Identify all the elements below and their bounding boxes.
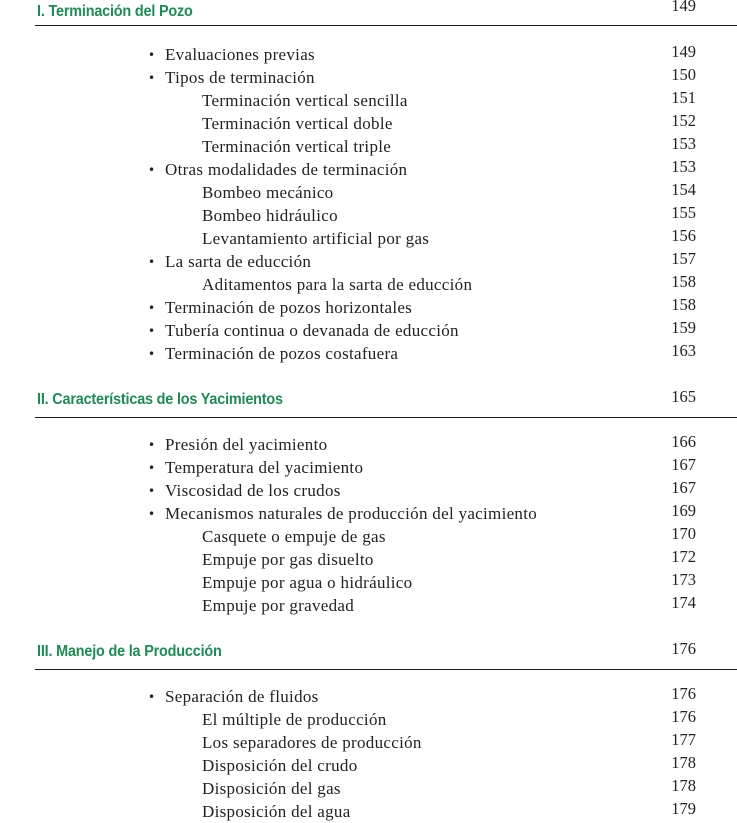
toc-entry: Otras modalidades de terminación <box>165 160 408 179</box>
entry-page-number: 154 <box>671 180 696 199</box>
toc-subentry: Terminación vertical triple <box>202 137 392 156</box>
section-title: II. Características de los Yacimientos <box>37 391 283 408</box>
toc-entry: Terminación de pozos costafuera <box>165 344 399 363</box>
entry-page-number: 153 <box>671 157 696 176</box>
toc-subentry: Empuje por gravedad <box>202 596 355 615</box>
entry-page-number: 178 <box>671 753 696 772</box>
entry-page-number: 176 <box>671 684 696 703</box>
entry-page-number: 155 <box>671 203 696 222</box>
entry-page-number: 156 <box>671 226 696 245</box>
bullet-icon: • <box>148 438 156 452</box>
entry-page-number: 166 <box>671 432 696 451</box>
entry-page-number: 174 <box>671 593 696 612</box>
toc-subentry: Casquete o empuje de gas <box>202 527 386 546</box>
section-divider <box>35 417 737 418</box>
bullet-icon: • <box>148 507 156 521</box>
entry-page-number: 170 <box>671 524 696 543</box>
section-title: I. Terminación del Pozo <box>37 3 193 20</box>
bullet-icon: • <box>148 163 156 177</box>
entry-page-number: 158 <box>671 295 696 314</box>
toc-subentry: Los separadores de producción <box>202 733 422 752</box>
bullet-icon: • <box>148 690 156 704</box>
toc-entry: Tipos de terminación <box>165 68 315 87</box>
bullet-icon: • <box>148 461 156 475</box>
toc-entry: Temperatura del yacimiento <box>165 458 364 477</box>
entry-page-number: 173 <box>671 570 696 589</box>
section-page-number: 149 <box>671 0 696 15</box>
toc-subentry: Bombeo hidráulico <box>202 206 338 225</box>
entry-page-number: 158 <box>671 272 696 291</box>
toc-entry: Tubería continua o devanada de educción <box>165 321 459 340</box>
toc-subentry: Levantamiento artificial por gas <box>202 229 430 248</box>
section-divider <box>35 669 737 670</box>
entry-page-number: 157 <box>671 249 696 268</box>
entry-page-number: 151 <box>671 88 696 107</box>
toc-subentry: Disposición del crudo <box>202 756 358 775</box>
toc-entry: Mecanismos naturales de producción del yacimiento <box>165 504 538 523</box>
section-divider <box>35 25 737 26</box>
toc-subentry: El múltiple de producción <box>202 710 387 729</box>
bullet-icon: • <box>148 301 156 315</box>
entry-page-number: 150 <box>671 65 696 84</box>
toc-subentry: Terminación vertical doble <box>202 114 393 133</box>
toc-subentry: Empuje por gas disuelto <box>202 550 374 569</box>
entry-page-number: 172 <box>671 547 696 566</box>
entry-page-number: 169 <box>671 501 696 520</box>
entry-page-number: 149 <box>671 42 696 61</box>
toc-entry: Terminación de pozos horizontales <box>165 298 413 317</box>
entry-page-number: 176 <box>671 707 696 726</box>
toc-subentry: Aditamentos para la sarta de educción <box>202 275 473 294</box>
bullet-icon: • <box>148 255 156 269</box>
entry-page-number: 152 <box>671 111 696 130</box>
entry-page-number: 167 <box>671 455 696 474</box>
section-page-number: 165 <box>671 387 696 406</box>
toc-subentry: Disposición del agua <box>202 802 351 821</box>
toc-subentry: Empuje por agua o hidráulico <box>202 573 413 592</box>
entry-page-number: 153 <box>671 134 696 153</box>
entry-page-number: 177 <box>671 730 696 749</box>
toc-entry: Presión del yacimiento <box>165 435 328 454</box>
bullet-icon: • <box>148 347 156 361</box>
bullet-icon: • <box>148 484 156 498</box>
entry-page-number: 178 <box>671 776 696 795</box>
bullet-icon: • <box>148 71 156 85</box>
bullet-icon: • <box>148 324 156 338</box>
entry-page-number: 167 <box>671 478 696 497</box>
entry-page-number: 159 <box>671 318 696 337</box>
toc-entry: Evaluaciones previas <box>165 45 315 64</box>
entry-page-number: 179 <box>671 799 696 818</box>
section-title: III. Manejo de la Producción <box>37 643 222 660</box>
bullet-icon: • <box>148 48 156 62</box>
toc-entry: La sarta de educción <box>165 252 312 271</box>
toc-subentry: Disposición del gas <box>202 779 341 798</box>
toc-subentry: Bombeo mecánico <box>202 183 334 202</box>
toc-entry: Separación de fluidos <box>165 687 319 706</box>
section-page-number: 176 <box>671 639 696 658</box>
toc-entry: Viscosidad de los crudos <box>165 481 341 500</box>
toc-subentry: Terminación vertical sencilla <box>202 91 408 110</box>
entry-page-number: 163 <box>671 341 696 360</box>
